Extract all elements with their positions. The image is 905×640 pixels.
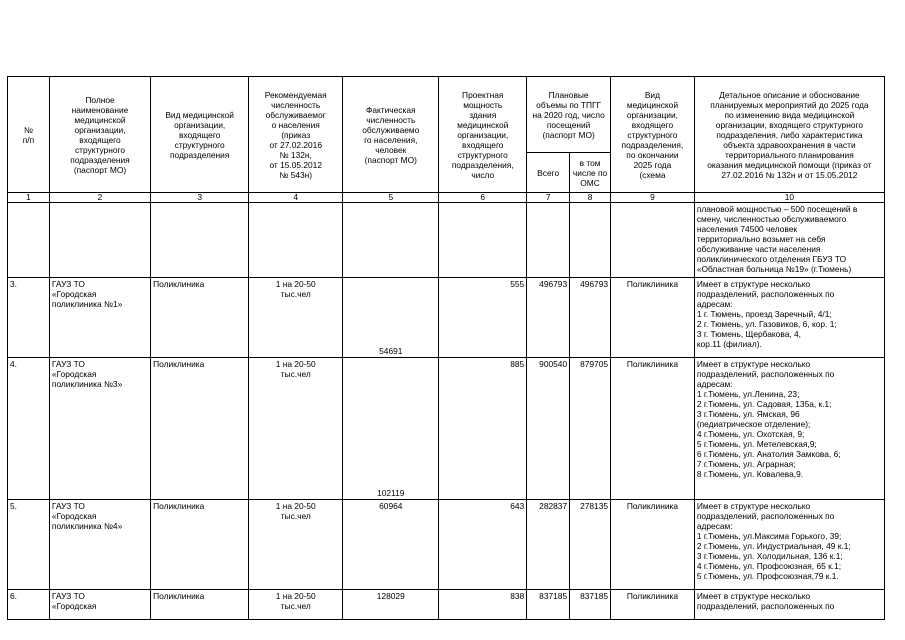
actual-population: 102119 <box>343 358 439 500</box>
table-row <box>8 278 885 358</box>
org-type-2025: Поликлиника <box>611 358 695 500</box>
header-oms: в том числе по ОМС <box>570 153 611 193</box>
header-no: № п/п <box>8 77 50 193</box>
design-capacity: 555 <box>439 278 527 358</box>
org-type: Поликлиника <box>151 590 249 620</box>
header-type-2025: Вид медицинской организации, входящего структурного подразделения, по окончании 2025 года (схема <box>611 77 695 193</box>
recommended-population: 1 на 20-50 тыс.чел <box>249 590 343 620</box>
design-capacity: 643 <box>439 500 527 590</box>
header-total: Всего <box>527 153 570 193</box>
recommended-population: 1 на 20-50 тыс.чел <box>249 278 343 358</box>
col-number: 6 <box>439 193 527 203</box>
col-number: 10 <box>694 193 884 203</box>
detail-cell: Имеет в структуре несколько подразделений, расположенных по адресам: 1 г.Тюмень, ул.Максима Горького, 39; 2 г.Тюмень, ул. Индустриальная, 49 к.1; 3 г.Тюмень, ул. Холодильная, 136 к.1; 4 г.Тюмень, ул. Профсоюзная, 65 к.1; 5 г.Тюмень, ул. Профсоюзная,79 к.1. <box>694 500 884 590</box>
col-number: 9 <box>611 193 695 203</box>
design-capacity: 838 <box>439 590 527 620</box>
facilities-table <box>7 76 885 620</box>
planned-oms: 879705 <box>570 358 611 500</box>
planned-total: 900540 <box>527 358 570 500</box>
header-type: Вид медицинской организации, входящего структурного подразделения <box>151 77 249 193</box>
detail-cell: плановой мощностью – 500 посещений в смену, численностью обслуживаемого населения 74500 человек территориально возьмет на себя обслуживание части населения поликлинического отделения ГБУЗ ТО «Областная больница №19» (г.Тюмень) <box>694 203 884 278</box>
column-numbers-row <box>8 193 885 203</box>
planned-total: 282837 <box>527 500 570 590</box>
row-number: 3. <box>8 278 50 358</box>
header-name: Полное наименование медицинской организации, входящего структурного подразделения (паспорт МО) <box>49 77 150 193</box>
col-number: 2 <box>49 193 150 203</box>
row-number: 6. <box>8 590 50 620</box>
col-number: 7 <box>527 193 570 203</box>
col-number: 1 <box>8 193 50 203</box>
detail-cell: Имеет в структуре несколько подразделений, расположенных по адресам: 1 г. Тюмень, проезд Заречный, 4/1; 2 г. Тюмень, ул. Газовиков, 6, кор. 1; 3 г. Тюмень, Щербакова, 4, кор.11 (филиал). <box>694 278 884 358</box>
header-actual: Фактическая численность обслуживаемо го населения, человек (паспорт МО) <box>343 77 439 193</box>
planned-oms: 837185 <box>570 590 611 620</box>
recommended-population: 1 на 20-50 тыс.чел <box>249 500 343 590</box>
col-number: 5 <box>343 193 439 203</box>
design-capacity: 885 <box>439 358 527 500</box>
org-type: Поликлиника <box>151 500 249 590</box>
detail-cell: Имеет в структуре несколько подразделений, расположенных по адресам: 1 г.Тюмень, ул.Ленина, 23; 2 г.Тюмень, ул. Садовая, 135а, к.1; 3 г.Тюмень, ул. Ямская, 96 (педиатрическое отделение); 4 г.Тюмень, ул. Охотская, 9; 5 г.Тюмень, ул. Метелевская,9; 6 г.Тюмень, ул. Анатолия Замкова, 6; 7 г.Тюмень, ул. Аграрная; 8 г.Тюмень, ул. Ковалева,9. <box>694 358 884 500</box>
planned-oms: 278135 <box>570 500 611 590</box>
header-planned-volumes: Плановые объемы по ТПГГ на 2020 год, число посещений (паспорт МО) <box>527 77 611 153</box>
col-number: 8 <box>570 193 611 203</box>
header-capacity: Проектная мощность здания медицинской организации, входящего структурного подразделения, число <box>439 77 527 193</box>
header-recommended: Рекомендуемая численность обслуживаемог о населения (приказ от 27.02.2016 № 132н, от 15.05.2012 № 543н) <box>249 77 343 193</box>
recommended-population: 1 на 20-50 тыс.чел <box>249 358 343 500</box>
table-row <box>8 358 885 500</box>
actual-population: 128029 <box>343 590 439 620</box>
table-row <box>8 500 885 590</box>
col-number: 4 <box>249 193 343 203</box>
table-row <box>8 590 885 620</box>
org-name: ГАУЗ ТО «Городская поликлиника №4» <box>49 500 150 590</box>
planned-total: 496793 <box>527 278 570 358</box>
org-type: Поликлиника <box>151 278 249 358</box>
actual-population: 60964 <box>343 500 439 590</box>
org-name: ГАУЗ ТО «Городская поликлиника №3» <box>49 358 150 500</box>
col-number: 3 <box>151 193 249 203</box>
row-number: 4. <box>8 358 50 500</box>
planned-oms: 496793 <box>570 278 611 358</box>
org-type-2025: Поликлиника <box>611 500 695 590</box>
header-detail: Детальное описание и обоснование планируемых мероприятий до 2025 года по изменению вида медицинской организации, входящего структурного подразделения, либо характеристика объекта здравоохранения в части территориального планирования оказания медицинской помощи (приказ от 27.02.2016 № 132н и от 15.05.2012 <box>694 77 884 193</box>
table-row-continuation <box>8 203 885 278</box>
org-name: ГАУЗ ТО «Городская поликлиника №1» <box>49 278 150 358</box>
row-number: 5. <box>8 500 50 590</box>
org-name: ГАУЗ ТО «Городская <box>49 590 150 620</box>
actual-population: 54691 <box>343 278 439 358</box>
org-type-2025: Поликлиника <box>611 278 695 358</box>
org-type-2025: Поликлиника <box>611 590 695 620</box>
org-type: Поликлиника <box>151 358 249 500</box>
detail-cell: Имеет в структуре несколько подразделений, расположенных по <box>694 590 884 620</box>
planned-total: 837185 <box>527 590 570 620</box>
